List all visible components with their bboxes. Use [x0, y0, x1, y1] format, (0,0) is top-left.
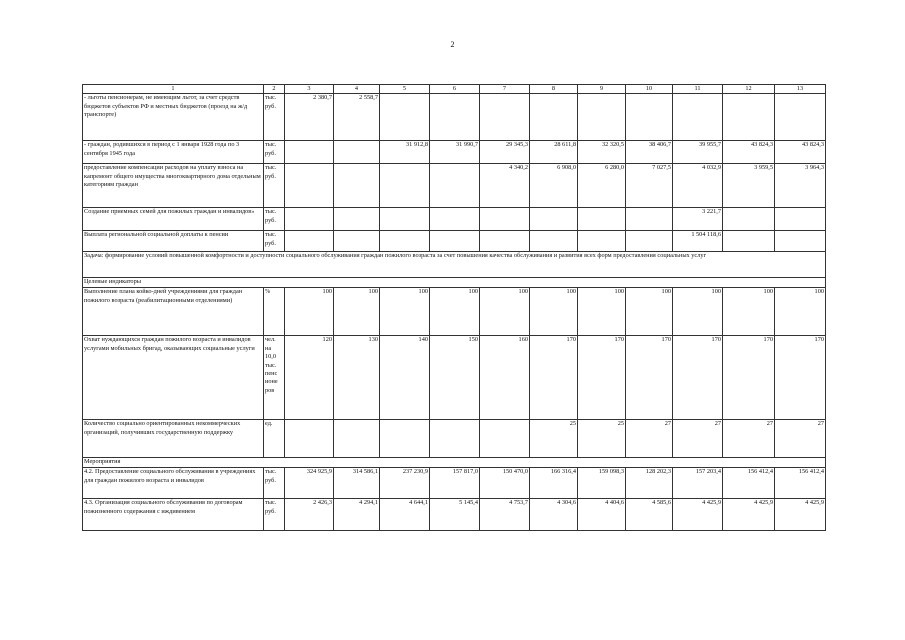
value-cell: 150 470,0: [480, 468, 530, 499]
table-row: [83, 252, 826, 278]
column-header: 11: [673, 85, 723, 94]
value-cell: 38 406,7: [626, 141, 673, 164]
value-cell: 31 912,8: [380, 141, 430, 164]
unit-cell: тыс. руб.: [264, 499, 285, 531]
table-row: [83, 499, 826, 531]
value-cell: [334, 420, 380, 458]
value-cell: [285, 164, 334, 208]
value-cell: 43 824,3: [775, 141, 826, 164]
value-cell: [723, 208, 775, 231]
value-cell: 237 230,9: [380, 468, 430, 499]
value-cell: 159 098,3: [578, 468, 626, 499]
table-row: [83, 468, 826, 499]
value-cell: [626, 208, 673, 231]
value-cell: [626, 94, 673, 141]
value-cell: 4 032,9: [673, 164, 723, 208]
column-header: 2: [264, 85, 285, 94]
value-cell: 6 280,0: [578, 164, 626, 208]
value-cell: 156 412,4: [723, 468, 775, 499]
column-header: 9: [578, 85, 626, 94]
column-header: 4: [334, 85, 380, 94]
unit-cell: тыс. руб.: [264, 468, 285, 499]
value-cell: 100: [530, 288, 578, 336]
table-row: [83, 231, 826, 252]
unit-cell: тыс. руб.: [264, 141, 285, 164]
value-cell: 170: [578, 336, 626, 420]
value-cell: 170: [530, 336, 578, 420]
value-cell: 3 964,3: [775, 164, 826, 208]
value-cell: 130: [334, 336, 380, 420]
value-cell: 3 221,7: [673, 208, 723, 231]
column-header: 8: [530, 85, 578, 94]
indicator-name: Выполнение плана койко-дней учреждениями для граждан пожилого возраста (реабилитационными отделениями): [83, 288, 264, 336]
value-cell: 100: [578, 288, 626, 336]
value-cell: 128 202,3: [626, 468, 673, 499]
value-cell: 25: [578, 420, 626, 458]
value-cell: 324 925,9: [285, 468, 334, 499]
value-cell: 4 425,9: [673, 499, 723, 531]
value-cell: [285, 141, 334, 164]
table-row: [83, 164, 826, 208]
value-cell: [334, 231, 380, 252]
value-cell: 32 320,5: [578, 141, 626, 164]
value-cell: [480, 231, 530, 252]
unit-cell: ед.: [264, 420, 285, 458]
column-header: 10: [626, 85, 673, 94]
value-cell: 43 824,3: [723, 141, 775, 164]
value-cell: [430, 208, 480, 231]
page-number: 2: [450, 40, 455, 49]
value-cell: [380, 231, 430, 252]
value-cell: 29 345,3: [480, 141, 530, 164]
column-header: 7: [480, 85, 530, 94]
unit-cell: тыс. руб.: [264, 164, 285, 208]
column-header: 12: [723, 85, 775, 94]
value-cell: [775, 231, 826, 252]
value-cell: 170: [723, 336, 775, 420]
column-header: 1: [83, 85, 264, 94]
value-cell: [480, 208, 530, 231]
value-cell: 140: [380, 336, 430, 420]
table-row: [83, 141, 826, 164]
unit-cell: тыс. руб.: [264, 231, 285, 252]
value-cell: [480, 94, 530, 141]
value-cell: 2 380,7: [285, 94, 334, 141]
value-cell: [380, 208, 430, 231]
section-row-label: Целевые индикаторы: [83, 278, 826, 288]
indicator-name: 4.2. Предоставление социального обслуживания в учреждениях для граждан пожилого возраста и инвалидов: [83, 468, 264, 499]
value-cell: 157 203,4: [673, 468, 723, 499]
indicators-table: [82, 84, 826, 531]
value-cell: 27: [626, 420, 673, 458]
table-row: [83, 336, 826, 420]
value-cell: 4 425,9: [775, 499, 826, 531]
value-cell: 100: [285, 288, 334, 336]
value-cell: [530, 94, 578, 141]
indicator-name: 4.3. Организация социального обслуживания по договорам пожизненного содержания с иждивением: [83, 499, 264, 531]
value-cell: 166 316,4: [530, 468, 578, 499]
value-cell: [380, 164, 430, 208]
value-cell: 1 504 118,6: [673, 231, 723, 252]
unit-cell: чел. на 10,0 тыс. пенс ионе ров: [264, 336, 285, 420]
value-cell: [775, 94, 826, 141]
value-cell: 170: [626, 336, 673, 420]
value-cell: 27: [775, 420, 826, 458]
table-row: [83, 420, 826, 458]
indicator-name: предоставление компенсации расходов на уплату взноса на капремонт общего имущества многоквартирного дома отдельным категориям граждан: [83, 164, 264, 208]
value-cell: [430, 420, 480, 458]
value-cell: 314 586,1: [334, 468, 380, 499]
value-cell: 3 959,5: [723, 164, 775, 208]
value-cell: 27: [673, 420, 723, 458]
value-cell: 100: [626, 288, 673, 336]
value-cell: [530, 208, 578, 231]
value-cell: 2 426,3: [285, 499, 334, 531]
value-cell: [334, 141, 380, 164]
header-row: [83, 85, 826, 94]
table-row: [83, 94, 826, 141]
value-cell: [626, 231, 673, 252]
value-cell: 100: [723, 288, 775, 336]
value-cell: 7 027,5: [626, 164, 673, 208]
indicator-name: Выплата региональной социальной доплаты к пенсии: [83, 231, 264, 252]
value-cell: [775, 208, 826, 231]
value-cell: 100: [775, 288, 826, 336]
value-cell: 100: [380, 288, 430, 336]
value-cell: 100: [430, 288, 480, 336]
value-cell: [723, 231, 775, 252]
value-cell: 27: [723, 420, 775, 458]
value-cell: [673, 94, 723, 141]
value-cell: [578, 231, 626, 252]
value-cell: [430, 231, 480, 252]
value-cell: 120: [285, 336, 334, 420]
value-cell: [480, 420, 530, 458]
value-cell: 4 294,1: [334, 499, 380, 531]
indicator-name: Охват нуждающихся граждан пожилого возраста и инвалидов услугами мобильных бригад, оказывающих социальные услуги: [83, 336, 264, 420]
column-header: 3: [285, 85, 334, 94]
value-cell: 6 908,0: [530, 164, 578, 208]
value-cell: 28 611,8: [530, 141, 578, 164]
value-cell: 2 558,7: [334, 94, 380, 141]
indicator-name: Количество социально ориентированных некоммерческих организаций, получивших государственную поддержку: [83, 420, 264, 458]
value-cell: [430, 164, 480, 208]
value-cell: 4 340,2: [480, 164, 530, 208]
value-cell: 100: [673, 288, 723, 336]
value-cell: 39 955,7: [673, 141, 723, 164]
value-cell: [578, 208, 626, 231]
value-cell: 4 644,1: [380, 499, 430, 531]
table-row: [83, 288, 826, 336]
value-cell: [380, 94, 430, 141]
value-cell: 160: [480, 336, 530, 420]
unit-cell: тыс. руб.: [264, 208, 285, 231]
table-row: [83, 458, 826, 468]
value-cell: 5 145,4: [430, 499, 480, 531]
indicator-name: - льготы пенсионерам, не имеющим льгот, за счет средств бюджетов субъектов РФ и местных бюджетов (проезд на ж/д транспорте): [83, 94, 264, 141]
value-cell: 150: [430, 336, 480, 420]
unit-cell: %: [264, 288, 285, 336]
value-cell: 4 304,6: [530, 499, 578, 531]
value-cell: [285, 420, 334, 458]
value-cell: 4 585,6: [626, 499, 673, 531]
value-cell: 4 404,6: [578, 499, 626, 531]
value-cell: [334, 164, 380, 208]
value-cell: [285, 208, 334, 231]
value-cell: 100: [480, 288, 530, 336]
column-header: 6: [430, 85, 480, 94]
value-cell: 170: [673, 336, 723, 420]
section-row-label: Задача: формирование условий повышенной комфортности и доступности социального обслуживания граждан пожилого возраста за счет повышения качества обслуживания и развития всех форм предоставления социальных услуг: [83, 252, 826, 278]
value-cell: [723, 94, 775, 141]
value-cell: [578, 94, 626, 141]
table-row: [83, 208, 826, 231]
value-cell: [334, 208, 380, 231]
column-header: 5: [380, 85, 430, 94]
value-cell: 4 753,7: [480, 499, 530, 531]
value-cell: [285, 231, 334, 252]
indicator-name: - граждан, родившихся в период с 1 января 1928 года по 3 сентября 1945 года: [83, 141, 264, 164]
unit-cell: тыс. руб.: [264, 94, 285, 141]
value-cell: [380, 420, 430, 458]
value-cell: 170: [775, 336, 826, 420]
value-cell: 31 990,7: [430, 141, 480, 164]
column-header: 13: [775, 85, 826, 94]
value-cell: [530, 231, 578, 252]
table-row: [83, 278, 826, 288]
section-row-label: Мероприятия: [83, 458, 826, 468]
value-cell: 156 412,4: [775, 468, 826, 499]
value-cell: 25: [530, 420, 578, 458]
value-cell: [430, 94, 480, 141]
indicator-name: Создание приемных семей для пожилых граждан и инвалидов»: [83, 208, 264, 231]
value-cell: 157 817,0: [430, 468, 480, 499]
value-cell: 100: [334, 288, 380, 336]
value-cell: 4 425,9: [723, 499, 775, 531]
